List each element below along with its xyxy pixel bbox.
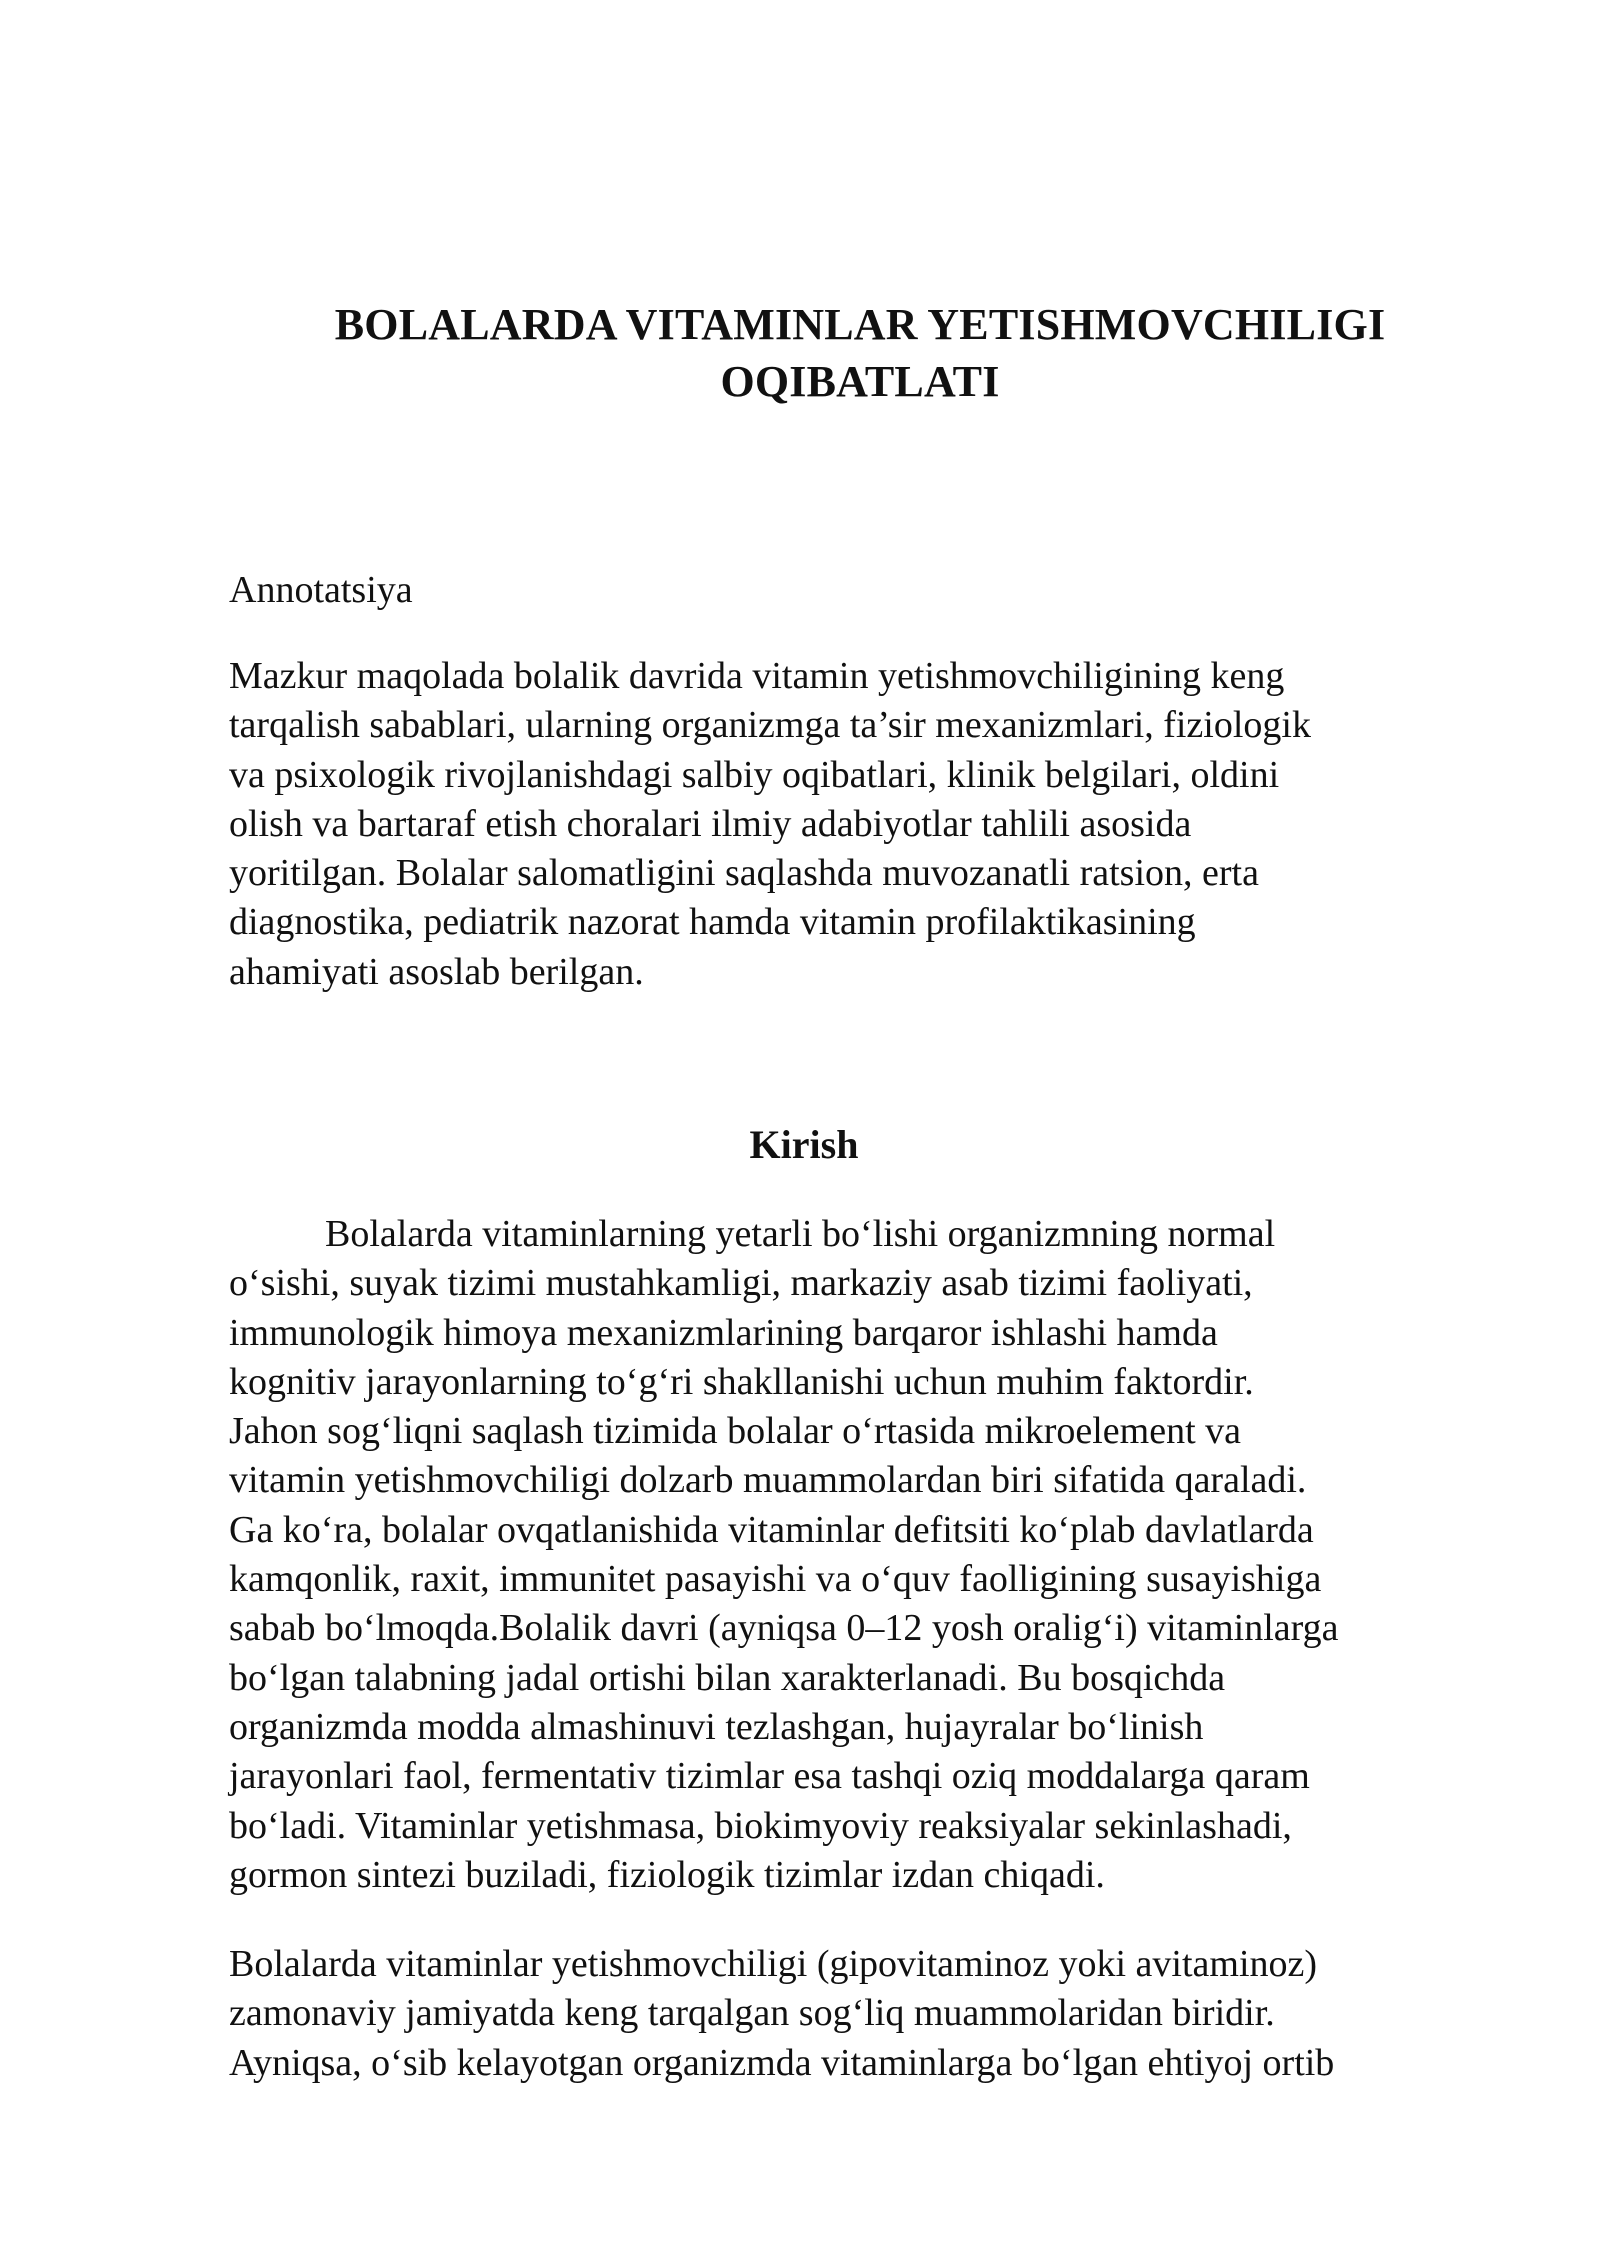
text-line: va psixologik rivojlanishdagi salbiy oqibatlari, klinik belgilari, oldini — [229, 753, 1280, 796]
title-line: BOLALARDA VITAMINLAR YETISHMOVCHILIGI — [334, 300, 1386, 349]
text-line: sabab boʻlmoqda.Bolalik davri (ayniqsa 0–12 yosh oraligʻi) vitaminlarga — [229, 1607, 1339, 1650]
text-line: tarqalish sabablari, ularning organizmga ta’sir mexanizmlari, fiziologik — [229, 704, 1311, 747]
text-line: yoritilgan. Bolalar salomatligini saqlashda muvozanatli ratsion, erta — [229, 852, 1259, 895]
abstract-label: Annotatsiya — [229, 569, 413, 611]
text-line: ahamiyati asoslab berilgan. — [229, 950, 644, 993]
text-line: immunologik himoya mexanizmlarining barqaror ishlashi hamda — [229, 1311, 1218, 1354]
text-line: Bolalarda vitaminlarning yetarli boʻlishi organizmning normal — [325, 1213, 1276, 1255]
text-line: kamqonlik, raxit, immunitet pasayishi va oʻquv faolligining susayishiga — [229, 1558, 1322, 1601]
text-line: kognitiv jarayonlarning toʻgʻri shakllanishi uchun muhim faktordir. — [229, 1360, 1254, 1403]
text-line: Ayniqsa, oʻsib kelayotgan organizmda vitaminlarga boʻlgan ehtiyoj ortib — [229, 2041, 1335, 2084]
title-line: OQIBATLATI — [720, 357, 1000, 406]
text-line: jarayonlari faol, fermentativ tizimlar esa tashqi oziq moddalarga qaram — [229, 1755, 1310, 1798]
text-line: Jahon sogʻliqni saqlash tizimida bolalar oʻrtasida mikroelement va — [229, 1410, 1242, 1453]
text-line: diagnostika, pediatrik nazorat hamda vitamin profilaktikasining — [229, 901, 1196, 944]
text-line: Ga koʻra, bolalar ovqatlanishida vitaminlar defitsiti koʻplab davlatlarda — [229, 1508, 1314, 1551]
text-line: olish va bartaraf etish choralari ilmiy adabiyotlar tahlili asosida — [229, 802, 1192, 845]
text-line: organizmda modda almashinuvi tezlashgan, hujayralar boʻlinish — [229, 1705, 1204, 1748]
text-line: boʻlgan talabning jadal ortishi bilan xarakterlanadi. Bu bosqichda — [229, 1656, 1226, 1699]
text-line: vitamin yetishmovchiligi dolzarb muammolardan biri sifatida qaraladi. — [229, 1459, 1307, 1502]
text-line: Bolalarda vitaminlar yetishmovchiligi (gipovitaminoz yoki avitaminoz) — [229, 1943, 1318, 1985]
body-paragraph — [229, 1940, 1519, 2088]
text-line: Mazkur maqolada bolalik davrida vitamin yetishmovchiligining keng — [229, 655, 1285, 697]
text-line: oʻsishi, suyak tizimi mustahkamligi, markaziy asab tizimi faoliyati, — [229, 1262, 1253, 1305]
text-line: gormon sintezi buziladi, fiziologik tizimlar izdan chiqadi. — [229, 1853, 1105, 1896]
abstract-paragraph — [229, 652, 1519, 997]
text-line: zamonaviy jamiyatda keng tarqalgan sogʻliq muammolaridan biridir. — [229, 1992, 1275, 2035]
intro-heading: Kirish — [749, 1122, 859, 1167]
document-title — [230, 296, 1490, 410]
text-line: boʻladi. Vitaminlar yetishmasa, biokimyoviy reaksiyalar sekinlashadi, — [229, 1804, 1292, 1847]
intro-paragraph — [229, 1210, 1519, 1900]
